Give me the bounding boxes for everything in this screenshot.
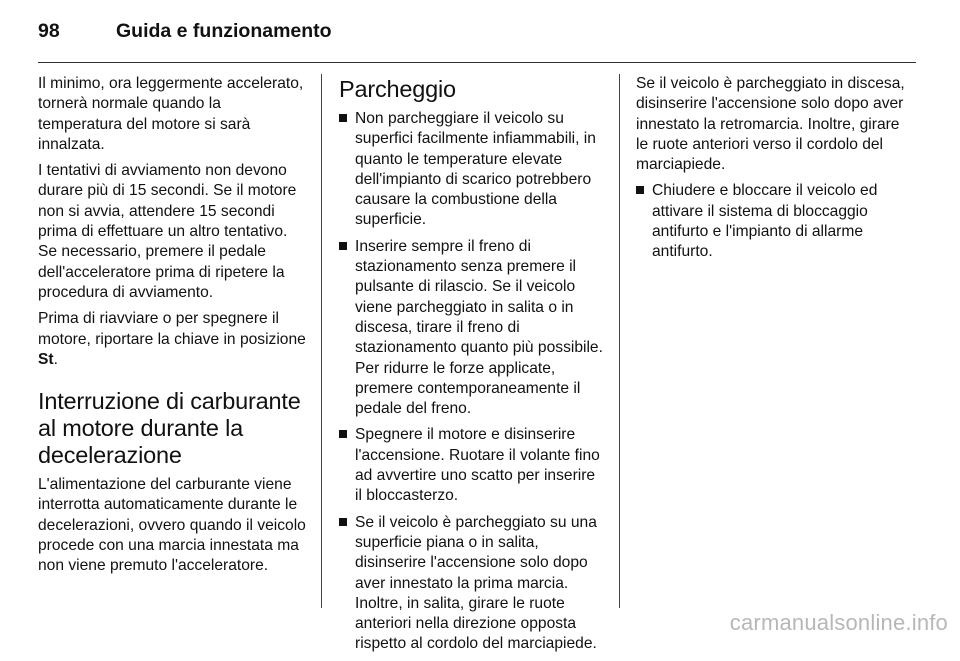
page-header <box>38 20 332 46</box>
square-bullet-icon <box>636 186 644 194</box>
paragraph-idle: Il minimo, ora leggermente accelerato, tornerà normale quando la temperatura del motore si sarà innalzata. <box>38 75 304 153</box>
key-position-st: St <box>38 350 54 368</box>
paragraph-fuel-cutoff: L'alimentazione del carburante viene interrotta automaticamente durante le decelerazioni, ovvero quando il veicolo procede con una marcia innestata ma non viene premuto l'acceleratore. <box>38 476 306 575</box>
header-rule <box>38 62 916 63</box>
locking-list <box>636 181 906 262</box>
square-bullet-icon <box>339 242 347 250</box>
list-item-text: Inserire sempre il freno di stazionamento senza premere il pulsante di rilascio. Se il veicolo viene parcheggiato in salita o in discesa, tirare il freno di stazionamento quanto più possibile. Per ridurre le forze applicate, premere contemporaneamente il pedale del freno. <box>355 237 603 418</box>
restart-text: Prima di riavviare o per spegnere il motore, riportare la chiave in posizione <box>38 310 306 348</box>
list-item-text: Chiudere e bloccare il veicolo ed attivare il sistema di bloccaggio antifurto e l'impianto di allarme antifurto. <box>652 182 878 261</box>
column-1 <box>38 74 306 583</box>
list-item <box>339 513 605 655</box>
list-item-text: Non parcheggiare il veicolo su superfici facilmente infiammabili, in quanto le temperature elevate dell'impianto di scarico potrebbero causare la combustione della superficie. <box>355 110 596 229</box>
square-bullet-icon <box>339 518 347 526</box>
heading-fuel-cutoff: Interruzione di carburante al motore durante la decelerazione <box>38 388 301 469</box>
list-item <box>339 425 605 506</box>
paragraph-start-attempts: I tentativi di avviamento non devono durare più di 15 secondi. Se il motore non si avvia, attendere 15 secondi prima di effettuare un altro tentativo. Se necessario, premere il pedale dell'acceleratore prima di ripetere la procedura di avviamento. <box>38 162 297 301</box>
list-item <box>339 109 605 231</box>
paragraph-downhill: Se il veicolo è parcheggiato in discesa, disinserire l'accensione solo dopo aver innestato la retromarcia. Inoltre, girare le ruote anteriori verso il cordolo del marciapiede. <box>636 75 905 174</box>
restart-text-end: . <box>53 350 58 368</box>
watermark: carmanualsonline.info <box>729 610 948 635</box>
column-3 <box>636 74 906 269</box>
list-item-text: Spegnere il motore e disinserire l'accensione. Ruotare il volante fino ad avvertire uno scatto per inserire il bloccasterzo. <box>355 426 600 505</box>
column-divider-2 <box>619 74 620 608</box>
page-number: 98 <box>38 20 60 42</box>
column-2 <box>339 74 605 661</box>
paragraph-restart <box>38 309 306 370</box>
square-bullet-icon <box>339 114 347 122</box>
list-item <box>636 181 906 262</box>
parking-list <box>339 109 605 655</box>
page-title: Guida e funzionamento <box>116 20 332 42</box>
list-item <box>339 237 605 420</box>
square-bullet-icon <box>339 430 347 438</box>
column-divider-1 <box>321 74 322 608</box>
list-item-text: Se il veicolo è parcheggiato su una superficie piana o in salita, disinserire l'accensione solo dopo aver innestato la prima marcia. Inoltre, in salita, girare le ruote anteriori nella direzione opposta rispetto al cordolo del marciapiede. <box>355 513 597 653</box>
heading-parking: Parcheggio <box>339 76 456 102</box>
